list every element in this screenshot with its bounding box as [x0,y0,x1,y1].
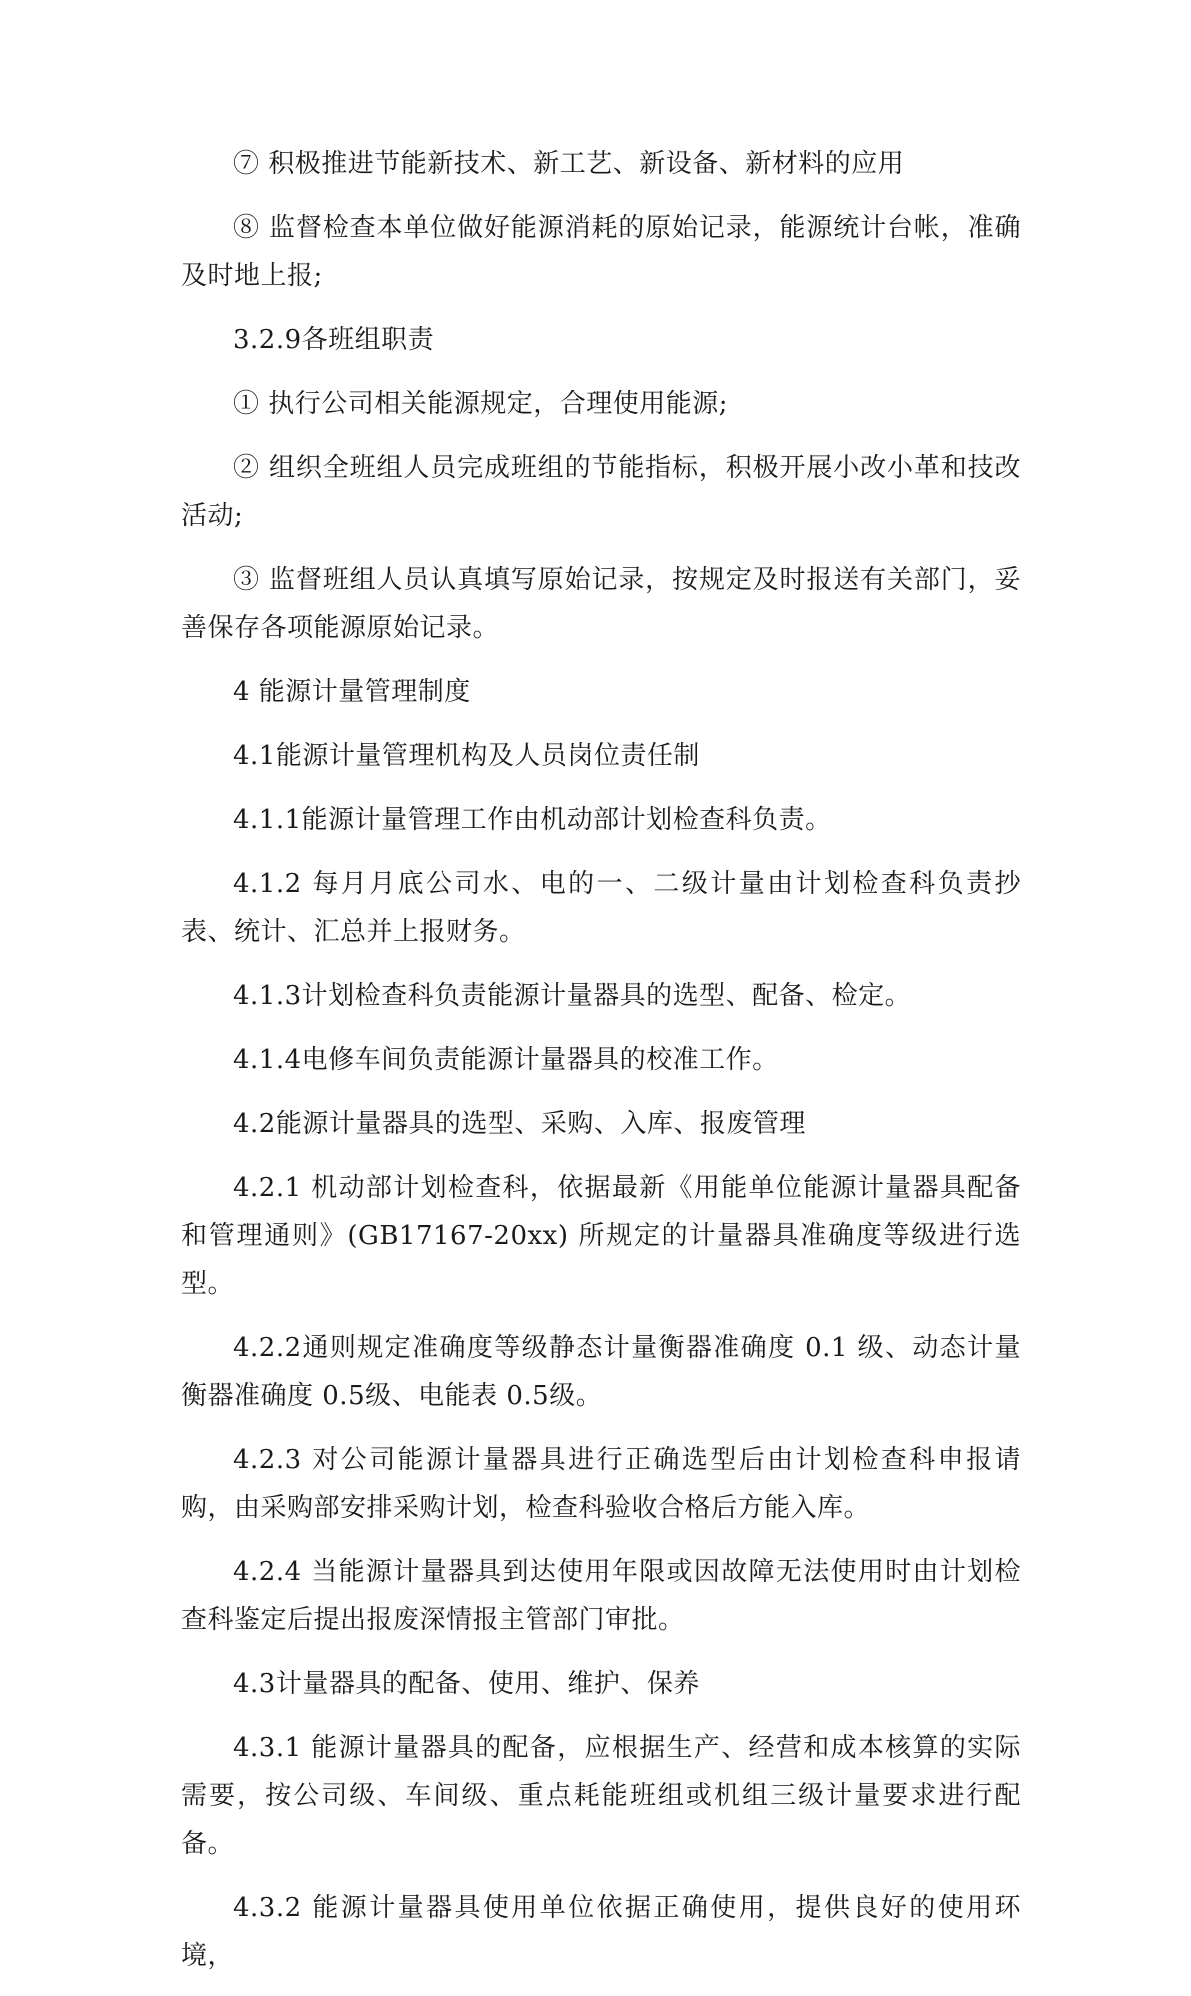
section-heading-4-3: 4.3计量器具的配备、使用、维护、保养 [233,1669,700,1699]
section-heading-3-2-9: 3.2.9各班组职责 [233,325,435,355]
paragraph-4-1-1: 4.1.1能源计量管理工作由机动部计划检查科负责。 [233,805,832,835]
section-heading-4-1: 4.1能源计量管理机构及人员岗位责任制 [233,741,700,771]
paragraph-4-2-2: 4.2.2通则规定准确度等级静态计量衡器准确度 0.1 级、动态计量衡器准确度 0.5级、电能表 0.5级。 [181,1333,1021,1411]
paragraph-item-1: ① 执行公司相关能源规定，合理使用能源; [233,389,729,419]
paragraph-4-2-1: 4.2.1 机动部计划检查科，依据最新《用能单位能源计量器具配备和管理通则》(GB17167-20xx) 所规定的计量器具准确度等级进行选型。 [181,1173,1021,1299]
paragraph-4-1-4: 4.1.4电修车间负责能源计量器具的校准工作。 [233,1045,779,1075]
section-heading-4-2: 4.2能源计量器具的选型、采购、入库、报废管理 [233,1109,806,1139]
paragraph-item-7: ⑦ 积极推进节能新技术、新工艺、新设备、新材料的应用 [233,149,905,179]
paragraph-4-2-3: 4.2.3 对公司能源计量器具进行正确选型后由计划检查科申报请购，由采购部安排采购计划，检查科验收合格后方能入库。 [181,1445,1021,1523]
paragraph-item-8: ⑧ 监督检查本单位做好能源消耗的原始记录，能源统计台帐，准确及时地上报; [181,213,1021,291]
section-heading-4: 4 能源计量管理制度 [233,677,471,707]
paragraph-4-1-3: 4.1.3计划检查科负责能源计量器具的选型、配备、检定。 [233,981,912,1011]
paragraph-item-3: ③ 监督班组人员认真填写原始记录，按规定及时报送有关部门，妥善保存各项能源原始记录。 [181,565,1021,643]
paragraph-4-2-4: 4.2.4 当能源计量器具到达使用年限或因故障无法使用时由计划检查科鉴定后提出报废深情报主管部门审批。 [181,1557,1021,1635]
paragraph-4-1-2: 4.1.2 每月月底公司水、电的一、二级计量由计划检查科负责抄表、统计、汇总并上报财务。 [181,869,1021,947]
paragraph-4-3-1: 4.3.1 能源计量器具的配备，应根据生产、经营和成本核算的实际需要，按公司级、车间级、重点耗能班组或机组三级计量要求进行配备。 [181,1733,1021,1859]
paragraph-item-2: ② 组织全班组人员完成班组的节能指标，积极开展小改小革和技改活动; [181,453,1021,531]
document-page [181,140,1021,1996]
paragraph-4-3-2: 4.3.2 能源计量器具使用单位依据正确使用，提供良好的使用环境， [181,1893,1021,1971]
